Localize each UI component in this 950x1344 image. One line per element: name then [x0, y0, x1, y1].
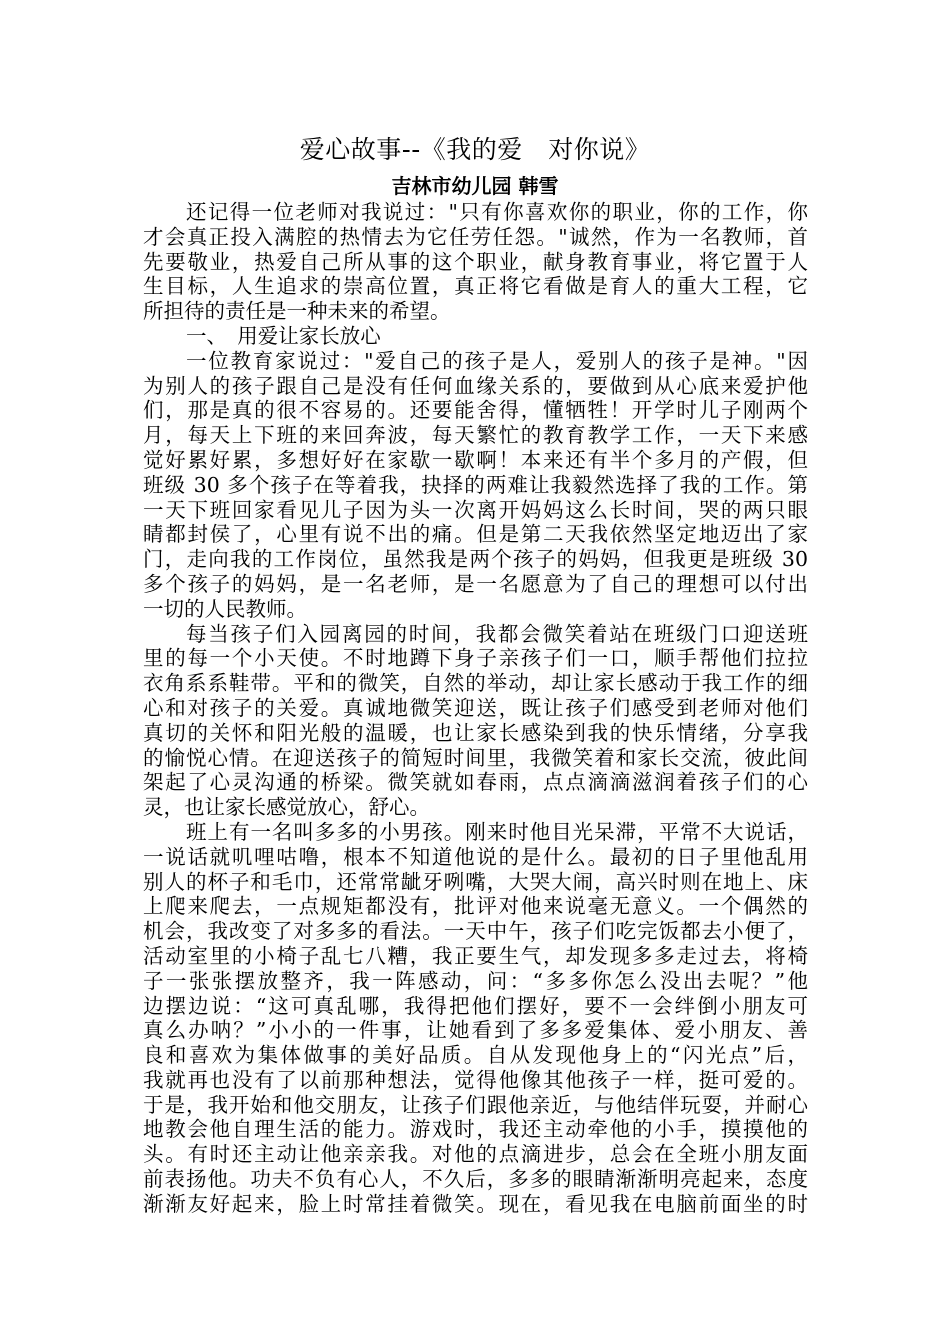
- text-line: 于是，我开始和他交朋友，让孩子们跟他亲近，与他结伴玩耍，并耐心: [143, 1092, 808, 1117]
- text-line: 架起了心灵沟通的桥梁。微笑就如春雨，点点滴滴滋润着孩子们的心: [143, 770, 808, 795]
- text-line: 月，每天上下班的来回奔波，每天繁忙的教育教学工作，一天下来感: [143, 423, 808, 448]
- text-line: 还记得一位老师对我说过："只有你喜欢你的职业，你的工作，你: [186, 200, 808, 224]
- text-line: 渐渐友好起来，脸上时常挂着微笑。现在，看见我在电脑前面坐的时: [143, 1191, 808, 1216]
- text-line: 里的每一个小天使。不时地蹲下身子亲孩子们一口，顺手帮他们拉拉: [143, 646, 808, 671]
- text-line: 先要敬业，热爱自己所从事的这个职业，献身教育事业，将它置于人: [143, 249, 808, 274]
- text-line: 真么办呐？”小小的一件事，让她看到了多多爱集体、爱小朋友、善: [143, 1018, 808, 1043]
- text-line: 活动室里的小椅子乱七八糟，我正要生气，却发现多多走过去，将椅: [143, 943, 808, 968]
- text-line: 灵，也让家长感觉放心，舒心。: [143, 795, 430, 820]
- text-line: 班级 30 多个孩子在等着我，抉择的两难让我毅然选择了我的工作。第: [143, 472, 808, 497]
- text-line: 真切的关怀和阳光般的温暖，也让家长感染到我的快乐情绪，分享我: [143, 720, 808, 745]
- text-line: 一、 用爱让家长放心: [186, 323, 381, 348]
- text-line: 生目标，人生追求的崇高位置，真正将它看做是育人的重大工程，它: [143, 274, 808, 299]
- text-line: 门，走向我的工作岗位，虽然我是两个孩子的妈妈，但我更是班级 30: [143, 547, 808, 572]
- text-line: 机会，我改变了对多多的看法。一天中午，孩子们吃完饭都去小便了，: [143, 919, 808, 944]
- document-title: 爱心故事--《我的爱 对你说》: [299, 135, 651, 164]
- text-line: 们，那是真的很不容易的。还要能舍得，懂牺牲！开学时儿子刚两个: [143, 398, 808, 423]
- text-line: 边摆边说：“这可真乱哪，我得把他们摆好，要不一会绊倒小朋友可: [143, 993, 808, 1018]
- document-body: [143, 200, 808, 1217]
- text-line: 所担待的责任是一种未来的希望。: [143, 299, 451, 324]
- text-line: 一说话就叽哩咕噜，根本不知道他说的是什么。最初的日子里他乱用: [143, 844, 808, 869]
- text-line: 觉好累好累，多想好好在家歇一歇啊！本来还有半个多月的产假，但: [143, 447, 808, 472]
- text-line: 多个孩子的妈妈，是一名老师，是一名愿意为了自己的理想可以付出: [143, 571, 808, 596]
- text-line: 班上有一名叫多多的小男孩。刚来时他目光呆滞，平常不大说话，: [186, 819, 808, 844]
- text-line: 一位教育家说过："爱自己的孩子是人，爱别人的孩子是神。"因: [186, 348, 808, 373]
- text-line: 我就再也没有了以前那种想法，觉得他像其他孩子一样，挺可爱的。: [143, 1067, 808, 1092]
- text-line: 一天下班回家看见儿子因为头一次离开妈妈这么长时间，哭的两只眼: [143, 497, 808, 522]
- text-line: 衣角系系鞋带。平和的微笑，自然的举动，却让家长感动于我工作的细: [143, 671, 808, 696]
- text-line: 为别人的孩子跟自己是没有任何血缘关系的，要做到从心底来爱护他: [143, 373, 808, 398]
- text-line: 良和喜欢为集体做事的美好品质。自从发现他身上的“闪光点”后，: [143, 1043, 808, 1068]
- text-line: 子一张张摆放整齐，我一阵感动，问：“多多你怎么没出去呢？”他: [143, 968, 808, 993]
- author-line: 吉林市幼儿园 韩雪: [391, 174, 559, 198]
- text-line: 前表扬他。功夫不负有心人，不久后，多多的眼睛渐渐明亮起来，态度: [143, 1167, 808, 1192]
- text-line: 头。有时还主动让他亲亲我。对他的点滴进步，总会在全班小朋友面: [143, 1142, 808, 1167]
- text-line: 睛都封侯了，心里有说不出的痛。但是第二天我依然坚定地迈出了家: [143, 522, 808, 547]
- text-line: 才会真正投入满腔的热情去为它任劳任怨。"诚然，作为一名教师，首: [143, 224, 808, 249]
- text-line: 地教会他自理生活的能力。游戏时，我还主动牵他的小手，摸摸他的: [143, 1117, 808, 1142]
- text-line: 上爬来爬去，一点规矩都没有，批评对他来说毫无意义。一个偶然的: [143, 894, 808, 919]
- text-line: 每当孩子们入园离园的时间，我都会微笑着站在班级门口迎送班: [186, 621, 808, 646]
- text-line: 心和对孩子的关爱。真诚地微笑迎送，既让孩子们感受到老师对他们: [143, 695, 808, 720]
- text-line: 别人的杯子和毛巾，还常常龇牙咧嘴，大哭大闹，高兴时则在地上、床: [143, 869, 808, 894]
- text-line: 一切的人民教师。: [143, 596, 307, 621]
- text-line: 的愉悦心情。在迎送孩子的简短时间里，我微笑着和家长交流，彼此间: [143, 745, 808, 770]
